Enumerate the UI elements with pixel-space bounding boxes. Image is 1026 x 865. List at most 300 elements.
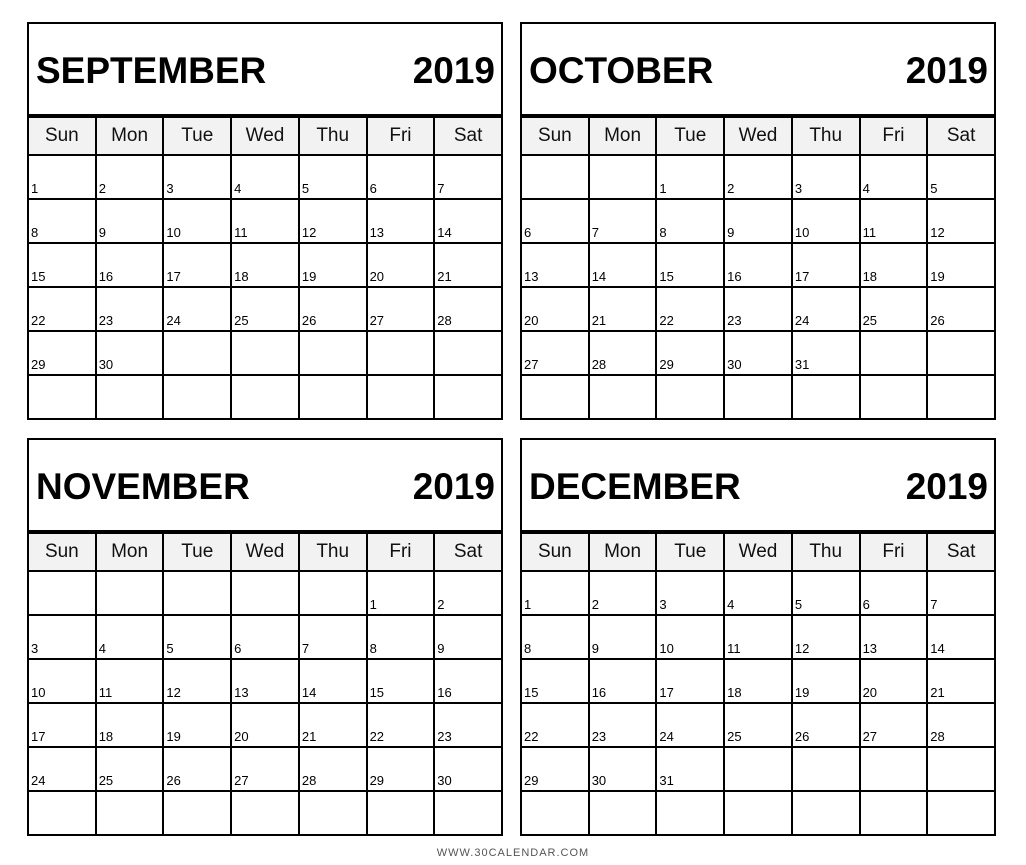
day-number: 27 bbox=[524, 357, 539, 372]
day-number: 25 bbox=[234, 313, 249, 328]
day-cell bbox=[29, 376, 95, 418]
day-cell bbox=[232, 748, 298, 790]
day-cell bbox=[793, 704, 859, 746]
day-cell bbox=[725, 288, 791, 330]
day-number: 6 bbox=[524, 225, 532, 240]
day-number: 13 bbox=[862, 641, 878, 656]
day-cell bbox=[590, 332, 656, 374]
day-cell bbox=[928, 288, 994, 330]
day-cell bbox=[164, 200, 230, 242]
day-cell bbox=[164, 792, 230, 834]
day-number: 7 bbox=[301, 641, 310, 656]
day-cell bbox=[725, 332, 791, 374]
day-number: 9 bbox=[727, 225, 735, 240]
day-cell bbox=[590, 572, 656, 614]
day-cell bbox=[725, 200, 791, 242]
day-number: 19 bbox=[794, 685, 810, 700]
day-number: 4 bbox=[862, 181, 870, 196]
day-cell bbox=[29, 200, 95, 242]
day-number: 1 bbox=[659, 181, 667, 196]
day-cell bbox=[928, 332, 994, 374]
day-cell bbox=[164, 332, 230, 374]
day-cell bbox=[164, 616, 230, 658]
day-number: 2 bbox=[437, 597, 445, 612]
day-cell bbox=[725, 572, 791, 614]
weekday-header: Sun bbox=[522, 118, 588, 154]
day-cell bbox=[928, 748, 994, 790]
day-grid bbox=[29, 116, 501, 418]
day-number: 20 bbox=[234, 729, 249, 744]
day-cell bbox=[368, 704, 434, 746]
day-number: 2 bbox=[591, 597, 599, 612]
day-cell bbox=[657, 792, 723, 834]
day-cell bbox=[368, 660, 434, 702]
day-number: 28 bbox=[930, 729, 945, 744]
day-cell bbox=[164, 288, 230, 330]
day-number: 7 bbox=[437, 181, 445, 196]
day-cell bbox=[29, 792, 95, 834]
day-cell bbox=[97, 200, 163, 242]
day-number: 16 bbox=[98, 269, 114, 284]
day-cell bbox=[164, 156, 230, 198]
day-number: 10 bbox=[659, 641, 674, 656]
day-cell bbox=[522, 288, 588, 330]
day-number: 15 bbox=[659, 269, 674, 284]
day-cell bbox=[522, 704, 588, 746]
day-grid bbox=[29, 532, 501, 834]
day-cell bbox=[300, 332, 366, 374]
calendar-header bbox=[522, 440, 994, 532]
day-cell bbox=[29, 660, 95, 702]
day-number: 5 bbox=[166, 641, 174, 656]
day-cell bbox=[164, 748, 230, 790]
weekday-header: Sat bbox=[928, 118, 994, 154]
day-cell bbox=[657, 572, 723, 614]
day-cell bbox=[928, 376, 994, 418]
day-number: 31 bbox=[794, 357, 810, 372]
day-number: 12 bbox=[930, 225, 945, 240]
day-number: 11 bbox=[862, 225, 877, 240]
day-number: 21 bbox=[437, 269, 452, 284]
month-title: DECEMBER bbox=[529, 466, 741, 507]
day-grid bbox=[522, 532, 994, 834]
day-cell bbox=[368, 376, 434, 418]
day-cell bbox=[522, 244, 588, 286]
day-cell bbox=[725, 792, 791, 834]
day-number: 18 bbox=[727, 685, 742, 700]
day-number: 1 bbox=[524, 597, 532, 612]
day-number: 1 bbox=[31, 181, 39, 196]
day-cell bbox=[522, 660, 588, 702]
day-cell bbox=[725, 376, 791, 418]
day-number: 1 bbox=[369, 597, 377, 612]
day-cell bbox=[928, 572, 994, 614]
day-cell bbox=[29, 704, 95, 746]
day-cell bbox=[435, 660, 501, 702]
day-number: 9 bbox=[98, 225, 106, 240]
weekday-header: Mon bbox=[590, 118, 656, 154]
day-cell bbox=[793, 200, 859, 242]
weekday-header: Fri bbox=[861, 118, 927, 154]
day-cell bbox=[861, 616, 927, 658]
year-title: 2019 bbox=[905, 50, 988, 91]
site-watermark: WWW.30CALENDAR.COM bbox=[436, 847, 590, 859]
day-cell bbox=[300, 156, 366, 198]
day-number: 8 bbox=[524, 641, 532, 656]
day-number: 3 bbox=[31, 641, 39, 656]
day-cell bbox=[97, 572, 163, 614]
day-number: 8 bbox=[31, 225, 39, 240]
weekday-header: Sat bbox=[435, 118, 501, 154]
day-cell bbox=[657, 288, 723, 330]
day-cell bbox=[29, 616, 95, 658]
day-number: 5 bbox=[301, 181, 310, 196]
weekday-header: Sun bbox=[522, 534, 588, 570]
day-cell bbox=[725, 156, 791, 198]
day-number: 4 bbox=[98, 641, 106, 656]
day-cell bbox=[793, 616, 859, 658]
day-cell bbox=[522, 376, 588, 418]
day-cell bbox=[793, 376, 859, 418]
weekday-header: Mon bbox=[97, 534, 163, 570]
day-cell bbox=[29, 244, 95, 286]
day-cell bbox=[861, 572, 927, 614]
weekday-header: Tue bbox=[657, 534, 723, 570]
day-cell bbox=[590, 288, 656, 330]
day-cell bbox=[725, 748, 791, 790]
day-cell bbox=[300, 704, 366, 746]
day-cell bbox=[590, 616, 656, 658]
day-number: 28 bbox=[591, 357, 607, 372]
day-number: 30 bbox=[591, 773, 607, 788]
day-cell bbox=[793, 244, 859, 286]
day-cell bbox=[368, 244, 434, 286]
year-title: 2019 bbox=[412, 466, 495, 507]
day-cell bbox=[232, 572, 298, 614]
day-cell bbox=[232, 332, 298, 374]
day-cell bbox=[657, 704, 723, 746]
day-cell bbox=[725, 704, 791, 746]
day-number: 24 bbox=[659, 729, 674, 744]
day-cell bbox=[232, 244, 298, 286]
day-cell bbox=[522, 332, 588, 374]
day-cell bbox=[435, 244, 501, 286]
day-cell bbox=[97, 704, 163, 746]
day-cell bbox=[97, 748, 163, 790]
day-cell bbox=[657, 376, 723, 418]
day-number: 27 bbox=[369, 313, 385, 328]
day-cell bbox=[861, 200, 927, 242]
day-number: 12 bbox=[794, 641, 810, 656]
day-number: 2 bbox=[98, 181, 106, 196]
day-cell bbox=[29, 156, 95, 198]
day-cell bbox=[232, 376, 298, 418]
day-number: 23 bbox=[727, 313, 742, 328]
day-cell bbox=[232, 792, 298, 834]
day-number: 10 bbox=[31, 685, 46, 700]
calendar-header bbox=[29, 440, 501, 532]
weekday-header: Thu bbox=[793, 118, 859, 154]
day-number: 25 bbox=[727, 729, 742, 744]
day-cell bbox=[522, 572, 588, 614]
day-number: 9 bbox=[591, 641, 599, 656]
day-number: 17 bbox=[166, 269, 181, 284]
day-cell bbox=[861, 792, 927, 834]
day-cell bbox=[861, 376, 927, 418]
day-number: 27 bbox=[234, 773, 249, 788]
day-cell bbox=[928, 660, 994, 702]
day-number: 10 bbox=[166, 225, 181, 240]
day-cell bbox=[435, 376, 501, 418]
day-number: 30 bbox=[437, 773, 452, 788]
day-number: 13 bbox=[234, 685, 249, 700]
day-number: 5 bbox=[930, 181, 938, 196]
day-number: 19 bbox=[166, 729, 181, 744]
day-cell bbox=[300, 376, 366, 418]
weekday-header: Wed bbox=[725, 534, 791, 570]
day-number: 25 bbox=[862, 313, 878, 328]
day-number: 22 bbox=[524, 729, 539, 744]
day-cell bbox=[435, 200, 501, 242]
day-number: 6 bbox=[234, 641, 242, 656]
day-cell bbox=[368, 792, 434, 834]
day-cell bbox=[590, 376, 656, 418]
day-cell bbox=[368, 748, 434, 790]
day-cell bbox=[232, 288, 298, 330]
day-cell bbox=[590, 200, 656, 242]
day-number: 11 bbox=[234, 225, 248, 240]
day-cell bbox=[368, 332, 434, 374]
day-number: 24 bbox=[166, 313, 181, 328]
weekday-header: Sun bbox=[29, 118, 95, 154]
day-cell bbox=[97, 332, 163, 374]
day-cell bbox=[368, 616, 434, 658]
day-number: 22 bbox=[369, 729, 385, 744]
day-number: 15 bbox=[524, 685, 539, 700]
day-cell bbox=[522, 156, 588, 198]
day-cell bbox=[861, 288, 927, 330]
day-cell bbox=[97, 616, 163, 658]
day-cell bbox=[861, 244, 927, 286]
day-cell bbox=[368, 200, 434, 242]
day-cell bbox=[164, 376, 230, 418]
day-cell bbox=[793, 332, 859, 374]
day-number: 8 bbox=[369, 641, 377, 656]
day-number: 19 bbox=[301, 269, 317, 284]
day-cell bbox=[29, 288, 95, 330]
day-number: 14 bbox=[301, 685, 317, 700]
day-cell bbox=[657, 200, 723, 242]
day-cell bbox=[657, 616, 723, 658]
day-cell bbox=[232, 616, 298, 658]
weekday-header: Thu bbox=[793, 534, 859, 570]
day-cell bbox=[657, 156, 723, 198]
day-cell bbox=[164, 704, 230, 746]
day-cell bbox=[725, 660, 791, 702]
month-title: NOVEMBER bbox=[36, 466, 250, 507]
day-number: 20 bbox=[369, 269, 385, 284]
day-number: 4 bbox=[727, 597, 735, 612]
day-cell bbox=[164, 572, 230, 614]
day-number: 14 bbox=[437, 225, 452, 240]
day-number: 20 bbox=[524, 313, 539, 328]
day-number: 7 bbox=[591, 225, 599, 240]
day-cell bbox=[97, 792, 163, 834]
day-cell bbox=[300, 616, 366, 658]
day-number: 5 bbox=[794, 597, 803, 612]
day-cell bbox=[522, 200, 588, 242]
day-number: 30 bbox=[727, 357, 742, 372]
day-number: 11 bbox=[98, 685, 113, 700]
calendar-header bbox=[29, 24, 501, 116]
day-cell bbox=[164, 244, 230, 286]
weekday-header: Sat bbox=[435, 534, 501, 570]
day-number: 26 bbox=[166, 773, 181, 788]
calendar-october bbox=[520, 22, 996, 420]
day-cell bbox=[861, 704, 927, 746]
day-cell bbox=[657, 332, 723, 374]
day-cell bbox=[435, 748, 501, 790]
day-number: 4 bbox=[234, 181, 242, 196]
day-cell bbox=[232, 660, 298, 702]
day-cell bbox=[164, 660, 230, 702]
day-number: 17 bbox=[794, 269, 810, 284]
day-number: 2 bbox=[727, 181, 735, 196]
day-number: 21 bbox=[301, 729, 317, 744]
day-number: 22 bbox=[659, 313, 674, 328]
day-cell bbox=[590, 704, 656, 746]
weekday-header: Fri bbox=[861, 534, 927, 570]
day-cell bbox=[793, 288, 859, 330]
day-cell bbox=[793, 748, 859, 790]
day-number: 18 bbox=[862, 269, 878, 284]
day-cell bbox=[861, 156, 927, 198]
weekday-header: Fri bbox=[368, 118, 434, 154]
day-number: 23 bbox=[591, 729, 607, 744]
weekday-header: Wed bbox=[232, 534, 298, 570]
day-cell bbox=[300, 748, 366, 790]
day-cell bbox=[368, 156, 434, 198]
day-cell bbox=[300, 572, 366, 614]
weekday-header: Sun bbox=[29, 534, 95, 570]
day-cell bbox=[232, 704, 298, 746]
day-number: 23 bbox=[98, 313, 114, 328]
day-cell bbox=[793, 156, 859, 198]
day-cell bbox=[657, 748, 723, 790]
weekday-header: Fri bbox=[368, 534, 434, 570]
day-cell bbox=[725, 616, 791, 658]
day-number: 6 bbox=[369, 181, 377, 196]
day-number: 13 bbox=[369, 225, 385, 240]
day-cell bbox=[435, 572, 501, 614]
day-number: 7 bbox=[930, 597, 938, 612]
day-cell bbox=[97, 288, 163, 330]
day-number: 18 bbox=[234, 269, 249, 284]
day-number: 29 bbox=[659, 357, 674, 372]
day-cell bbox=[590, 748, 656, 790]
day-cell bbox=[928, 616, 994, 658]
day-cell bbox=[590, 792, 656, 834]
day-number: 16 bbox=[437, 685, 452, 700]
day-cell bbox=[590, 660, 656, 702]
weekday-header: Thu bbox=[300, 534, 366, 570]
day-cell bbox=[657, 660, 723, 702]
day-cell bbox=[29, 748, 95, 790]
weekday-header: Mon bbox=[97, 118, 163, 154]
day-cell bbox=[928, 200, 994, 242]
year-title: 2019 bbox=[412, 50, 495, 91]
day-cell bbox=[97, 244, 163, 286]
day-cell bbox=[590, 156, 656, 198]
day-cell bbox=[522, 616, 588, 658]
day-number: 12 bbox=[166, 685, 181, 700]
day-cell bbox=[861, 660, 927, 702]
day-cell bbox=[97, 660, 163, 702]
day-cell bbox=[657, 244, 723, 286]
day-cell bbox=[29, 332, 95, 374]
calendar-december bbox=[520, 438, 996, 836]
day-number: 11 bbox=[727, 641, 741, 656]
day-cell bbox=[435, 616, 501, 658]
day-cell bbox=[793, 660, 859, 702]
day-cell bbox=[435, 704, 501, 746]
day-cell bbox=[590, 244, 656, 286]
weekday-header: Tue bbox=[164, 118, 230, 154]
day-cell bbox=[232, 200, 298, 242]
day-number: 6 bbox=[862, 597, 870, 612]
day-number: 12 bbox=[301, 225, 317, 240]
day-number: 15 bbox=[369, 685, 385, 700]
day-cell bbox=[300, 244, 366, 286]
day-number: 17 bbox=[659, 685, 674, 700]
day-cell bbox=[928, 156, 994, 198]
day-number: 10 bbox=[794, 225, 810, 240]
day-cell bbox=[928, 704, 994, 746]
day-number: 13 bbox=[524, 269, 539, 284]
day-number: 28 bbox=[437, 313, 452, 328]
day-cell bbox=[300, 200, 366, 242]
day-cell bbox=[97, 376, 163, 418]
month-title: OCTOBER bbox=[529, 50, 714, 91]
day-number: 16 bbox=[591, 685, 607, 700]
day-cell bbox=[861, 332, 927, 374]
day-cell bbox=[29, 572, 95, 614]
year-title: 2019 bbox=[905, 466, 988, 507]
day-cell bbox=[928, 792, 994, 834]
day-cell bbox=[300, 288, 366, 330]
weekday-header: Tue bbox=[164, 534, 230, 570]
day-cell bbox=[300, 792, 366, 834]
day-number: 25 bbox=[98, 773, 114, 788]
day-number: 22 bbox=[31, 313, 46, 328]
weekday-header: Tue bbox=[657, 118, 723, 154]
day-cell bbox=[435, 332, 501, 374]
day-number: 30 bbox=[98, 357, 114, 372]
day-cell bbox=[522, 748, 588, 790]
day-cell bbox=[232, 156, 298, 198]
calendar-september bbox=[27, 22, 503, 420]
day-number: 26 bbox=[930, 313, 945, 328]
day-number: 9 bbox=[437, 641, 445, 656]
day-number: 16 bbox=[727, 269, 742, 284]
day-cell bbox=[368, 572, 434, 614]
day-cell bbox=[861, 748, 927, 790]
day-number: 21 bbox=[591, 313, 607, 328]
weekday-header: Mon bbox=[590, 534, 656, 570]
day-number: 3 bbox=[659, 597, 667, 612]
day-cell bbox=[435, 288, 501, 330]
day-cell bbox=[368, 288, 434, 330]
